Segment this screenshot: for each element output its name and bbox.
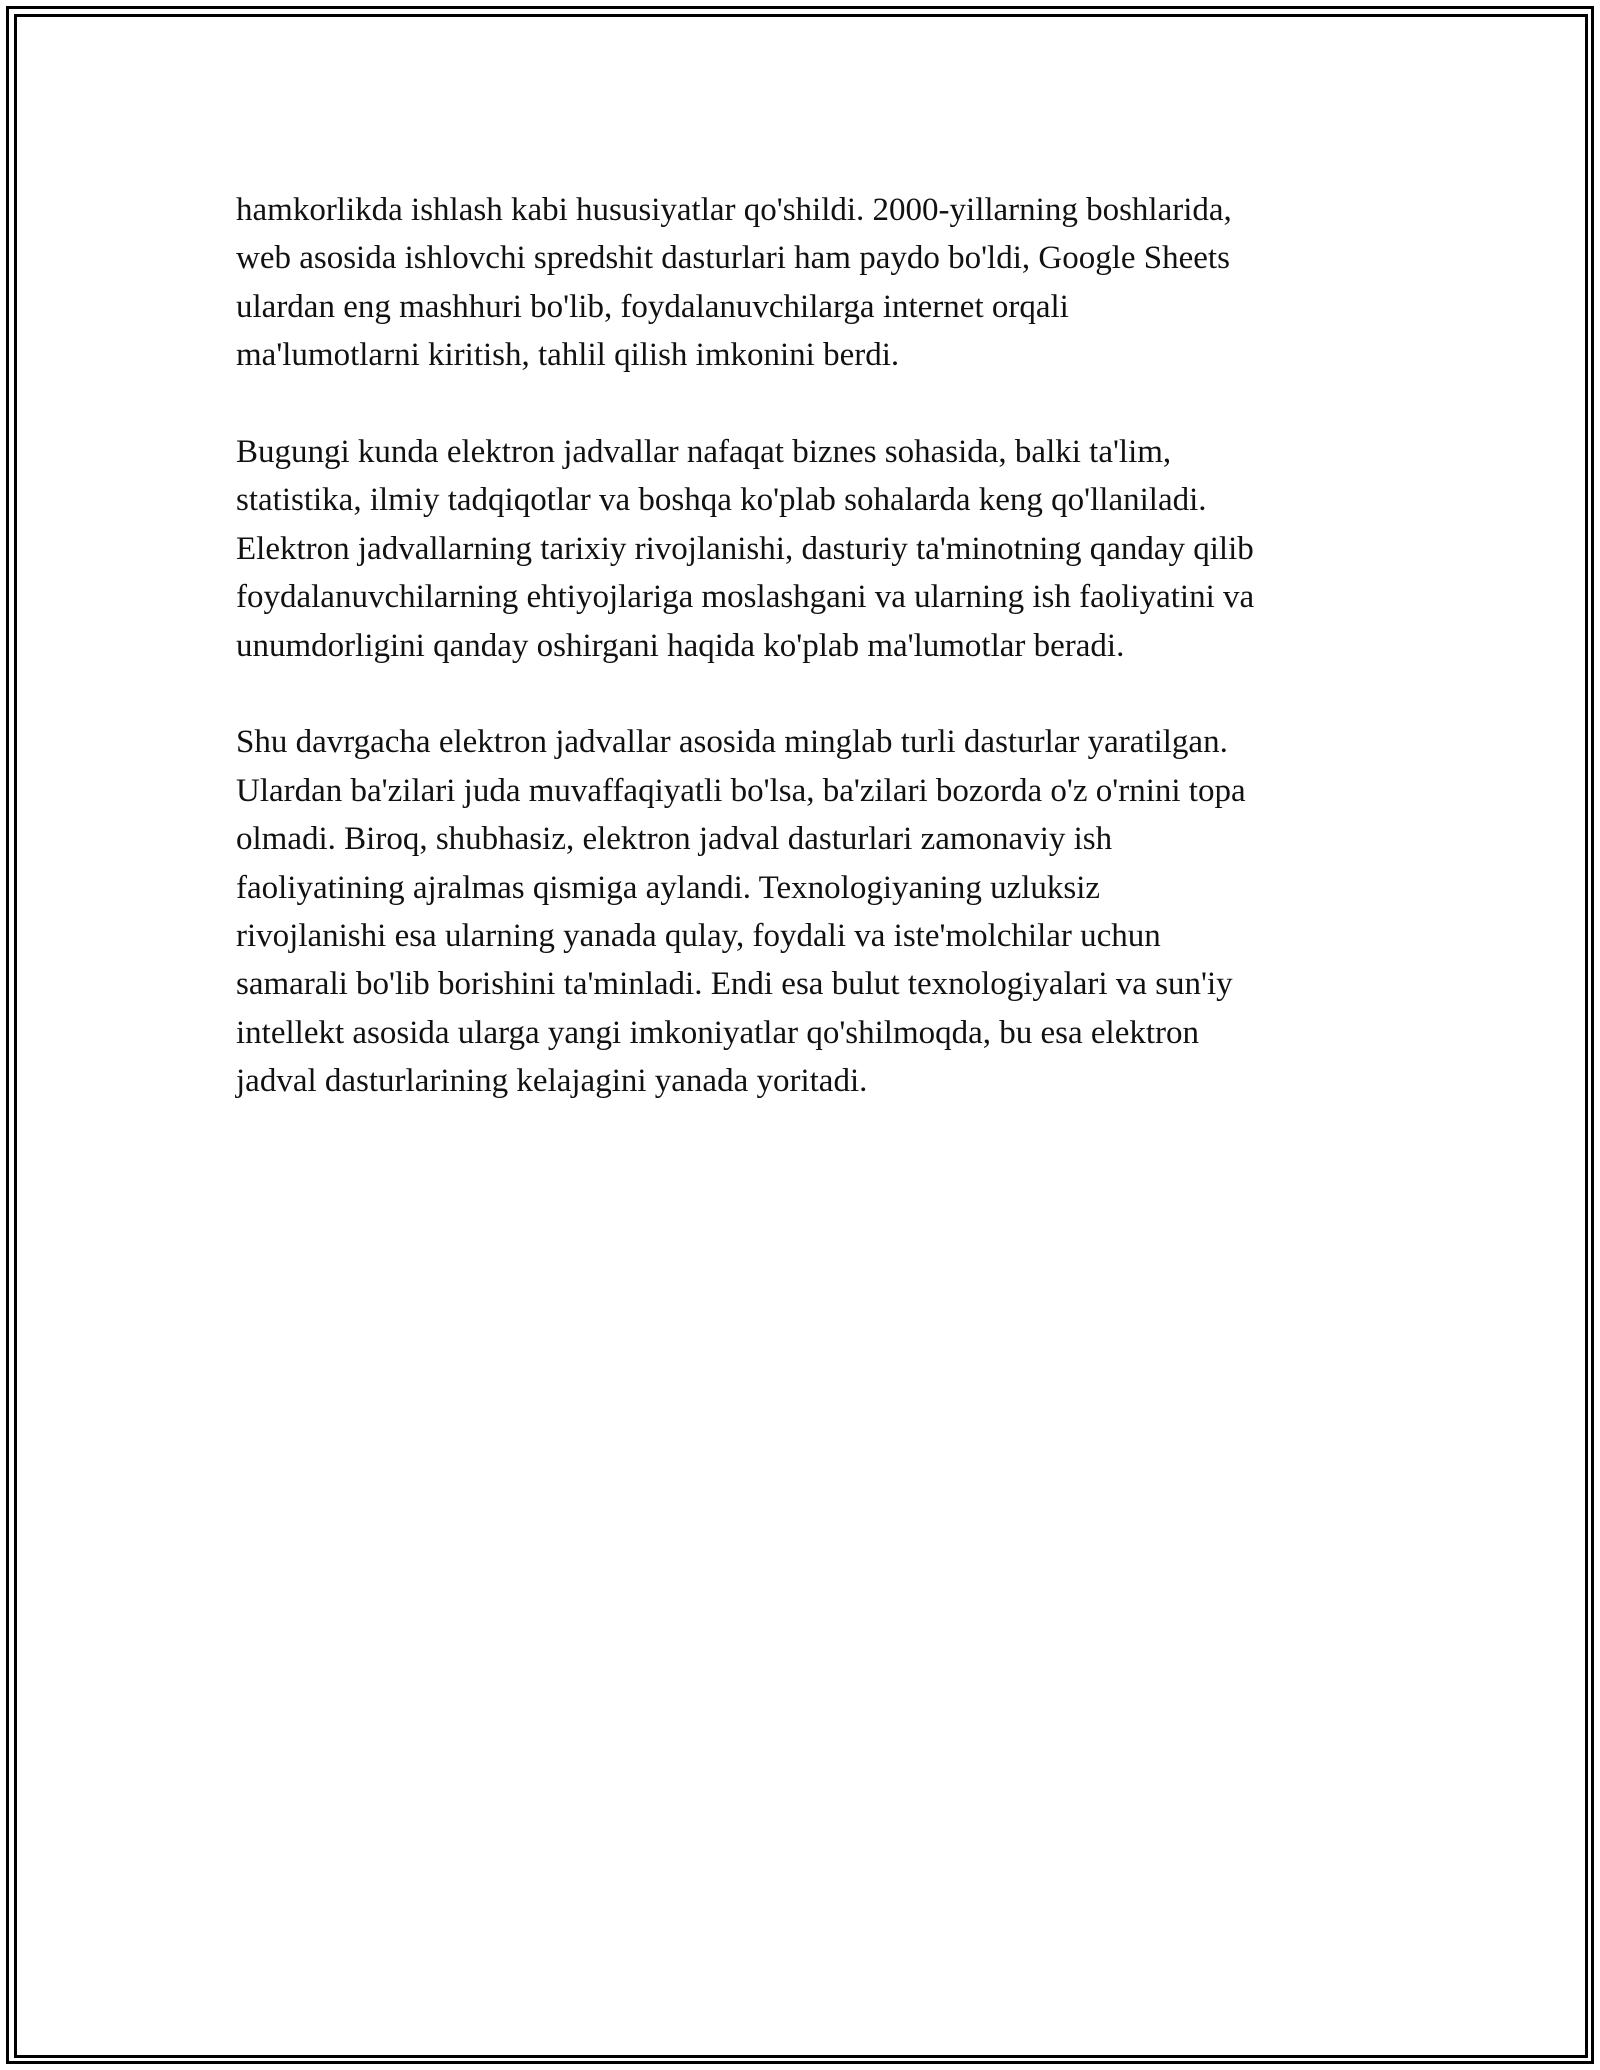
text-line: Shu davrgacha elektron jadvallar asosida minglab turli dasturlar yaratilgan. — [236, 724, 1228, 761]
document-body — [236, 186, 1386, 1154]
text-line: olmadi. Biroq, shubhasiz, elektron jadval dasturlari zamonaviy ish — [236, 821, 1113, 858]
paragraph-2 — [236, 428, 1386, 670]
text-line: intellekt asosida ularga yangi imkoniyatlar qo'shilmoqda, bu esa elektron — [236, 1014, 1200, 1051]
text-line: hamkorlikda ishlash kabi hususiyatlar qo'shildi. 2000-yillarning boshlarida, — [236, 192, 1232, 228]
paragraph-1 — [236, 186, 1386, 380]
text-line: jadval dasturlarining kelajagini yanada yoritadi. — [236, 1063, 868, 1100]
text-line: Elektron jadvallarning tarixiy rivojlanishi, dasturiy ta'minotning qanday qilib — [236, 530, 1254, 567]
text-line: Ulardan ba'zilari juda muvaffaqiyatli bo'lsa, ba'zilari bozorda o'z o'rnini topa — [236, 772, 1246, 809]
text-line: statistika, ilmiy tadqiqotlar va boshqa ko'plab sohalarda keng qo'llaniladi. — [236, 482, 1207, 519]
text-line: faoliyatining ajralmas qismiga aylandi. Texnologiyaning uzluksiz — [236, 869, 1101, 906]
text-line: ulardan eng mashhuri bo'lib, foydalanuvchilarga internet orqali — [236, 288, 1069, 325]
text-line: ma'lumotlarni kiritish, tahlil qilish imkonini berdi. — [236, 337, 900, 374]
text-line: rivojlanishi esa ularning yanada qulay, foydali va iste'molchilar uchun — [236, 918, 1161, 955]
text-line: samarali bo'lib borishini ta'minladi. Endi esa bulut texnologiyalari va sun'iy — [236, 966, 1233, 1003]
text-line: unumdorligini qanday oshirgani haqida ko'plab ma'lumotlar beradi. — [236, 627, 1125, 664]
text-line: foydalanuvchilarning ehtiyojlariga moslashgani va ularning ish faoliyatini va — [236, 579, 1255, 616]
text-line: Bugungi kunda elektron jadvallar nafaqat biznes sohasida, balki ta'lim, — [236, 434, 1172, 471]
paragraph-3 — [236, 718, 1386, 1105]
text-line: web asosida ishlovchi spredshit dasturlari ham paydo bo'ldi, Google Sheets — [236, 240, 1230, 277]
